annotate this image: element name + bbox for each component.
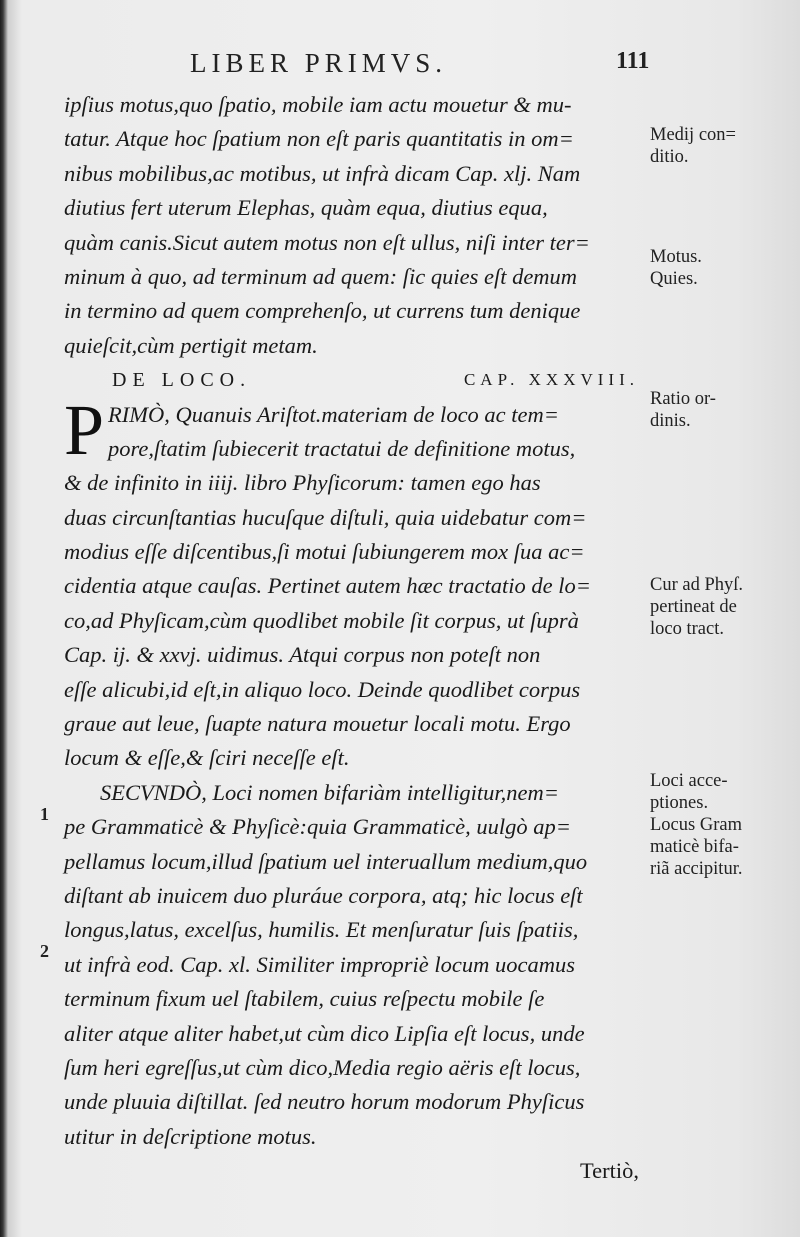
drop-capital: P — [64, 389, 105, 470]
text-line: diutius fert uterum Elephas, quàm equa, diutius equa, — [64, 195, 548, 221]
text-line: RIMÒ, Quanuis Ariſtot.materiam de loco ac tem= — [108, 401, 559, 427]
text-line: duas circunſtantias hucuſque diſtuli, quia uidebatur com= — [64, 504, 587, 530]
text-line: in termino ad quem comprehenſo, ut currens tum denique — [64, 298, 581, 324]
margin-note-line: Cur ad Phyſ. — [650, 575, 744, 595]
margin-note-line: ptiones. — [650, 793, 709, 813]
margin-note-loci — [650, 770, 800, 880]
text-line: quàm canis.Sicut autem motus non eſt ullus, niſi inter ter= — [64, 229, 590, 255]
margin-note-line: riã accipitur. — [650, 859, 743, 879]
text-line: minum à quo, ad terminum ad quem: ſic quies eſt demum — [64, 263, 578, 289]
margin-note-line: loco tract. — [650, 619, 724, 639]
dropcap-paragraph — [64, 389, 639, 470]
page-number: 111 — [616, 48, 650, 74]
margin-number: 1 — [40, 804, 49, 824]
margin-note-line: Loci acce- — [650, 771, 728, 791]
text-line: co,ad Phyſicam,cùm quodlibet mobile ſit corpus, ut ſuprà — [64, 607, 579, 633]
chapter-number: CAP. XXXVIII. — [463, 370, 639, 390]
margin-note-line: Ratio or- — [650, 389, 716, 409]
text-line: pe Grammaticè & Phyſicè:quia Grammaticè, uulgò ap= — [64, 814, 571, 840]
text-line: cidentia atque cauſas. Pertinet autem hæc tractatio de lo= — [64, 573, 591, 599]
margin-note-line: maticè bifa- — [650, 837, 739, 857]
text-line: locum & eſſe,& ſciri neceſſe eſt. — [64, 745, 350, 771]
text-line: pore,ſtatim ſubiecerit tractatui de definitione motus, — [108, 435, 576, 461]
chapter-heading — [64, 363, 639, 397]
margin-note-line: ditio. — [650, 147, 689, 167]
text-line: tatur. Atque hoc ſpatium non eſt paris quantitatis in om= — [64, 126, 574, 152]
text-line: terminum fixum uel ſtabilem, cuius reſpectu mobile ſe — [64, 986, 545, 1012]
text-line: quieſcit,cùm pertigit metam. — [64, 332, 318, 358]
running-head: LIBER PRIMVS. — [190, 48, 448, 78]
margin-note-line: Motus. — [650, 247, 702, 267]
margin-note-medij — [650, 124, 800, 168]
catchword: Tertiò, — [579, 1158, 639, 1184]
margin-note-cur-ad-phys — [650, 574, 800, 640]
text-line: longus,latus, excelſus, humilis. Et menſuratur ſuis ſpatiis, — [64, 917, 579, 943]
main-text-block — [64, 88, 639, 1189]
text-line: ſum heri egreſſus,ut cùm dico,Media regio aëris eſt locus, — [64, 1054, 581, 1080]
text-line: Cap. ij. & xxvj. uidimus. Atqui corpus non poteſt non — [64, 642, 541, 668]
chapter-title: DE LOCO. — [112, 369, 252, 392]
margin-note-line: Quies. — [650, 269, 698, 289]
margin-note-line: dinis. — [650, 411, 691, 431]
margin-note-motus — [650, 246, 800, 290]
text-line: pellamus locum,illud ſpatium uel interuallum medium,quo — [64, 848, 588, 874]
margin-note-line: Locus Gram — [650, 815, 742, 835]
text-line: modius eſſe diſcentibus,ſi motui ſubiungerem mox ſua ac= — [64, 539, 585, 565]
text-line: SECVNDÒ, Loci nomen bifariàm intelligitur,nem= — [100, 779, 559, 805]
margin-number: 2 — [40, 941, 49, 961]
margin-note-ratio — [650, 388, 800, 432]
text-line: aliter atque aliter habet,ut cùm dico Lipſia eſt locus, unde — [64, 1020, 585, 1046]
text-line: ipſius motus,quo ſpatio, mobile iam actu mouetur & mu- — [64, 92, 572, 117]
text-line: diſtant ab inuicem duo pluráue corpora, atq; hic locus eſt — [64, 882, 583, 908]
text-line: & de infinito in iiij. libro Phyſicorum: tamen ego has — [64, 470, 541, 496]
margin-note-line: pertineat de — [650, 597, 737, 617]
text-line: unde pluuia diſtillat. ſed neutro horum modorum Phyſicus — [64, 1089, 585, 1115]
margin-note-line: Medij con= — [650, 125, 736, 145]
text-line: eſſe alicubi,id eſt,in aliquo loco. Deinde quodlibet corpus — [64, 676, 581, 702]
text-line: utitur in deſcriptione motus. — [64, 1123, 317, 1149]
text-line: nibus mobilibus,ac motibus, ut infrà dicam Cap. xlj. Nam — [64, 160, 581, 186]
text-line: graue aut leue, ſuapte natura mouetur locali motu. Ergo — [64, 711, 571, 737]
text-line: ut infrà eod. Cap. xl. Similiter impropriè locum uocamus — [64, 951, 576, 977]
